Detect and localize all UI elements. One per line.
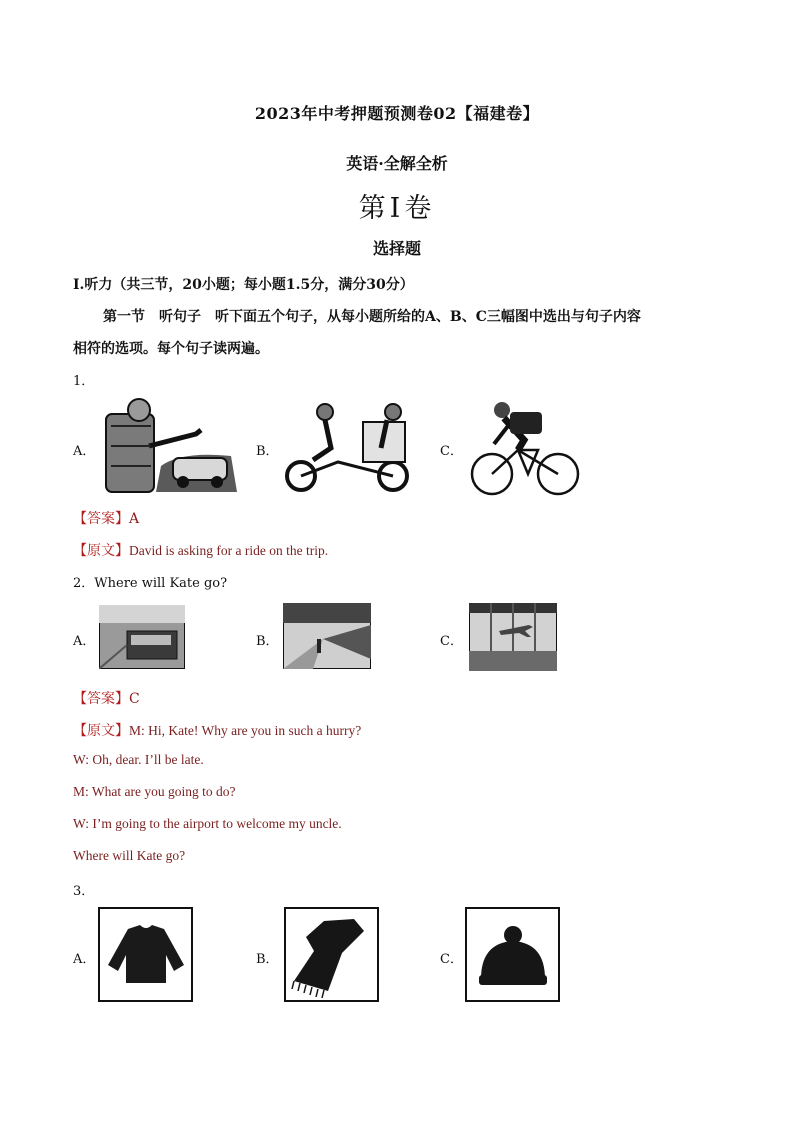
q2-transcript-2: W: Oh, dear. I’ll be late. [73,752,204,767]
q2-transcript-5: Where will Kate go? [73,848,186,863]
transcript-label: 【原文】 [73,543,129,559]
q1-option-a-label: A． [73,444,96,459]
transcript-line: M: Hi, Kate! Why are you in such a hurry? [129,723,362,738]
q2-answer [73,688,140,708]
volume-title: 第Ⅰ卷 [358,193,436,224]
scarf-image [284,907,379,1002]
question-1-number: 1． [73,374,95,389]
q2-transcript-4: W: I’m going to the airport to welcome my uncle. [73,816,342,831]
cyclist-image [468,400,582,496]
q2-transcript-1 [73,720,361,740]
q3-option-a-label: A． [73,952,96,967]
listening-heading: Ⅰ.听力（共三节，20小题；每小题1.5分，满分30分） [73,277,414,293]
rickshaw-image [283,400,413,494]
answer-label: 【答案】 [73,511,129,527]
q3-option-b-label: B． [256,952,279,967]
section-title: 选择题 [372,239,421,258]
q2-option-c-label: C． [440,634,463,649]
exam-title: 2023年中考押题预测卷02【福建卷】 [254,104,540,123]
train-station-image [283,603,371,669]
instruction-line-1: 第一节 听句子 听下面五个句子，从每小题所给的A、B、C三幅图中选出与句子内容 [103,309,641,325]
question-2-number: 2．Where will Kate go? [73,576,228,591]
exam-subtitle: 英语·全解全析 [346,154,448,173]
q1-answer [73,508,139,528]
q2-transcript-3: M: What are you going to do? [73,784,236,799]
q1-option-b-label: B． [256,444,279,459]
bus-station-image [99,605,185,669]
q2-option-b-label: B． [256,634,279,649]
answer-value: A [129,511,140,527]
q1-transcript [73,540,328,560]
q1-option-c-label: C． [440,444,463,459]
airport-image [469,603,557,671]
sweater-image [98,907,193,1002]
answer-value: C [129,691,140,707]
answer-label: 【答案】 [73,691,129,707]
knit-hat-image [465,907,560,1002]
q3-option-c-label: C． [440,952,463,967]
transcript-label: 【原文】 [73,723,129,739]
hitchhiker-image [101,396,239,494]
transcript-line: David is asking for a ride on the trip. [129,543,329,558]
q2-option-a-label: A． [73,634,96,649]
question-3-number: 3． [73,884,95,899]
instruction-line-2: 相符的选项。每个句子读两遍。 [73,341,269,357]
